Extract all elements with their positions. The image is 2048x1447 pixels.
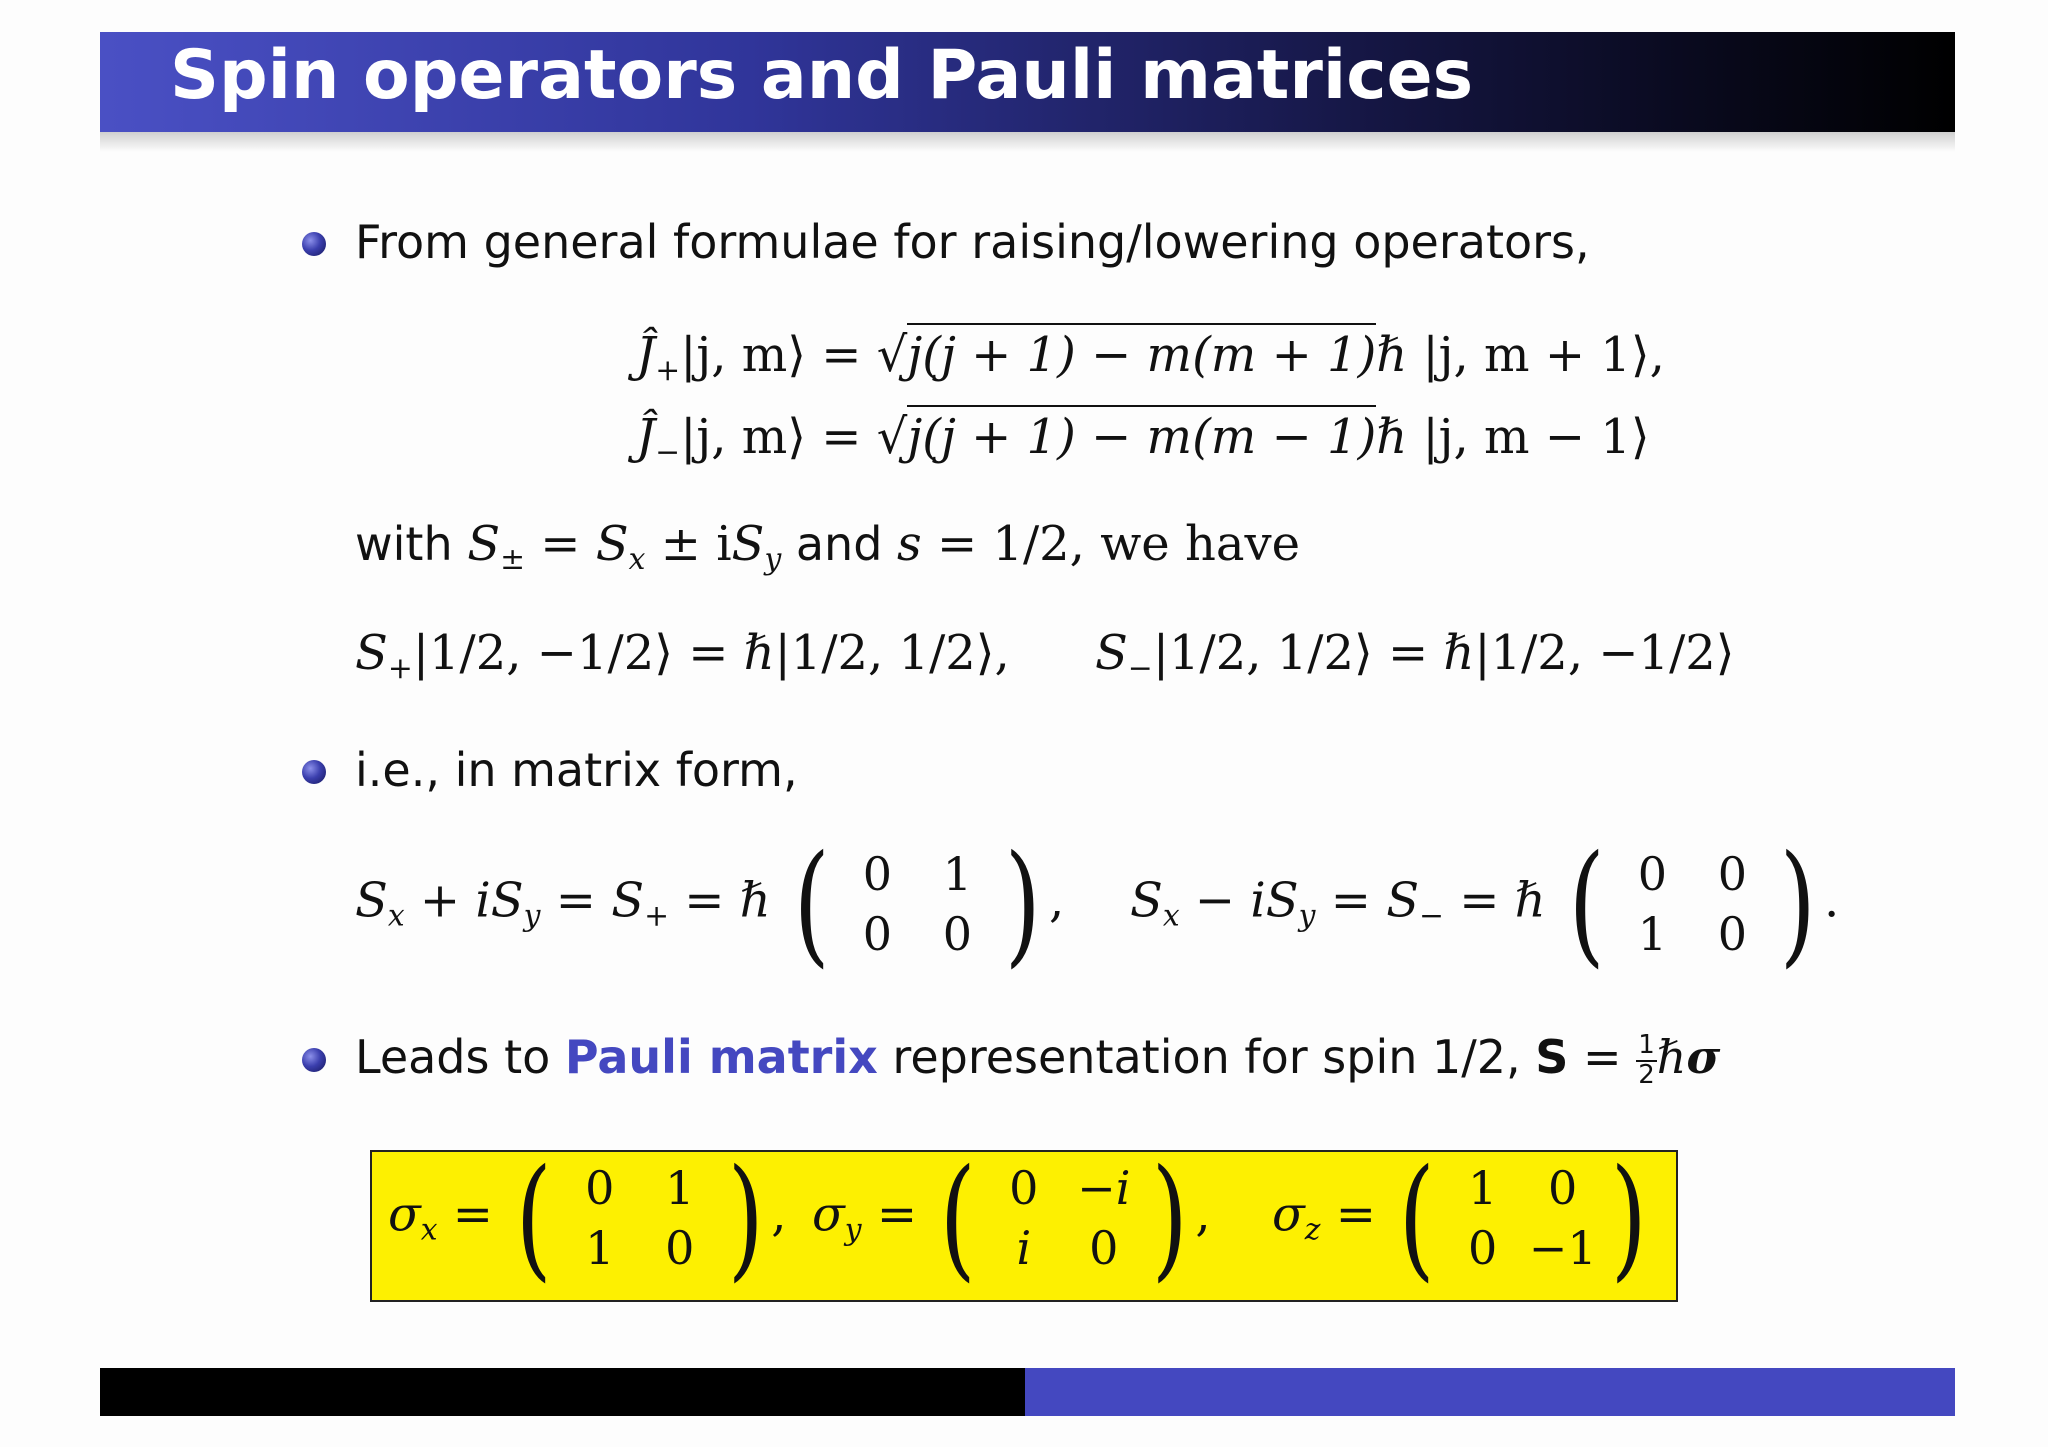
bullet-icon — [302, 1048, 326, 1072]
bullet-icon — [302, 232, 326, 256]
equation-s-plus-action: $S_+|1/2$, −1/2⟩ = ℏ|1/2, 1/2⟩, — [355, 625, 1010, 686]
equation-s-minus-matrix: $S_x - iS_y = S_-$ = ℏ ( 0 0 1 0 ) . — [1130, 827, 1840, 981]
fraction-half: $\frac{1}{2}$ — [1638, 1030, 1655, 1090]
matrix-s-minus: ( 0 0 1 0 ) — [1568, 827, 1817, 981]
slide-title: Spin operators and Pauli matrices — [170, 36, 1474, 115]
footer-bar-left — [100, 1368, 1025, 1416]
equation-j-minus: $Ĵ_-|j$, m⟩ = √j(j + 1) − m(m − 1)ℏ |j, m − 1⟩ — [636, 405, 1650, 470]
pauli-sigma-x: $\sigma_x$ = ( 0 1 1 0 ) , — [388, 1141, 787, 1295]
pauli-sigma-z: $\sigma_z$ = ( 1 0 0 −1 ) — [1272, 1152, 1654, 1284]
matrix-sigma-x: ( 0 1 1 0 ) — [516, 1141, 764, 1295]
bullet-text-3: Leads to Pauli matrix representation for spin 1/2, S = $\frac{1}{2}$ ℏσ — [355, 1030, 1721, 1090]
equation-j-plus: $Ĵ_+|j$, m⟩ = √j(j + 1) − m(m + 1)ℏ |j, m + 1⟩, — [636, 323, 1665, 388]
pauli-matrix-highlight: Pauli matrix — [564, 1030, 878, 1084]
equation-with-line: with $S_\pm = S_x \pm iS_y$ and s = 1/2, we have — [355, 516, 1300, 577]
pauli-sigma-y: $\sigma_y$ = ( 0 −i i 0 ) , — [812, 1141, 1211, 1295]
matrix-sigma-z: ( 1 0 0 −1 ) — [1398, 1141, 1647, 1295]
pauli-matrices-box — [370, 1141, 1678, 1302]
matrix-sigma-y: ( 0 −i i 0 ) — [940, 1141, 1188, 1295]
bullet-icon — [302, 760, 326, 784]
equation-s-minus-action: $S_-|1/2$, 1/2⟩ = ℏ|1/2, −1/2⟩ — [1095, 625, 1735, 686]
footer-bar-right — [1025, 1368, 1955, 1416]
bullet-text-2: i.e., in matrix form, — [355, 743, 798, 797]
bullet-text-1: From general formulae for raising/lowering operators, — [355, 215, 1590, 269]
title-bar-shadow — [100, 132, 1955, 152]
equation-s-plus-matrix: $S_x + iS_y = S_+$ = ℏ ( 0 1 0 0 ) , — [355, 827, 1065, 981]
matrix-s-plus: ( 0 1 0 0 ) — [793, 827, 1042, 981]
